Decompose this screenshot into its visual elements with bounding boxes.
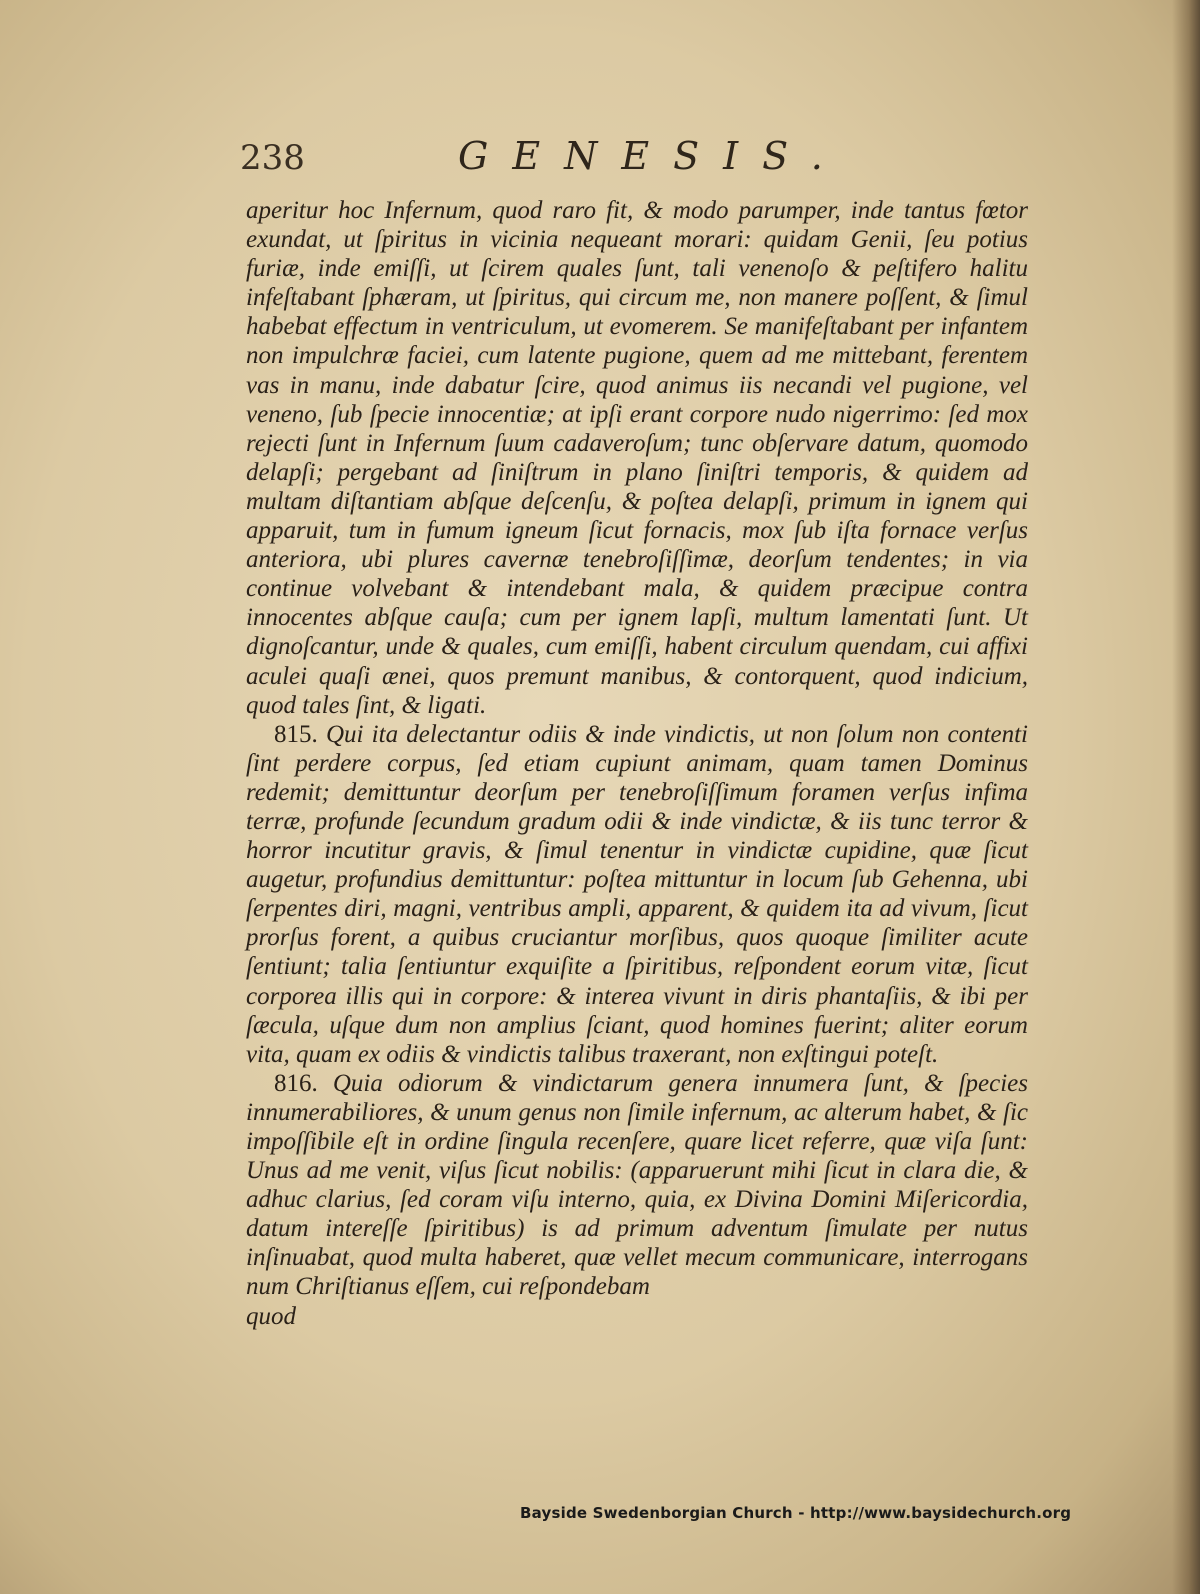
page-header — [240, 128, 880, 188]
paragraph-continued — [246, 196, 1028, 720]
page-edge-shadow — [1172, 0, 1200, 1594]
paragraph-number: 815. — [274, 720, 318, 748]
page-number: 238 — [240, 138, 305, 178]
body-text — [246, 196, 1028, 1331]
paragraph-816 — [246, 1069, 1028, 1302]
paragraph-815 — [246, 720, 1028, 1069]
paragraph-number: 816. — [274, 1069, 318, 1097]
footer-credit: Bayside Swedenborgian Church - http://www.baysidechurch.org — [520, 1504, 1072, 1522]
paragraph-text: Qui ita delectantur odiis & inde vindictis, ut non ſolum non contenti ſint perdere corpus, ſed etiam cupiunt animam, quam tamen Dominus redemit; demittuntur deorſum per tenebroſiſſimum foramen verſus infima terræ, profunde ſecundum gradum odii & inde vindictæ, & iis tunc terror & horror incutitur gravis, & ſimul tenentur in vindictæ cupidine, quæ ſicut augetur, profundius demittuntur: poſtea mittuntur in locum ſub Gehenna, ubi ſerpentes diri, magni, ventribus ampli, apparent, & quidem ita ad vivum, ſicut prorſus forent, a quibus cruciantur morſibus, quos quoque ſimiliter acute ſentiunt; talia ſentiuntur exquiſite a ſpiritibus, reſpondent eorum vitæ, ſicut corporea illis qui in corpore: & interea vivunt in diris phantaſiis, & ibi per ſæcula, uſque dum non amplius ſciant, quod homines fuerint; aliter eorum vita, quam ex odiis & vindictis talibus traxerant, non exſtingui poteſt. — [246, 720, 1029, 1068]
paragraph-text: Quia odiorum & vindictarum genera innumera ſunt, & ſpecies innumerabiliores, & unum genus non ſimile infernum, ac alterum habet, & ſic impoſſibile eſt in ordine ſingula recenſere, quare licet referre, quæ viſa ſunt: Unus ad me venit, viſus ſicut nobilis: (apparuerunt mihi ſicut in clara die, & adhuc clarius, ſed coram viſu interno, quia, ex Divina Domini Miſericordia, datum intereſſe ſpiritibus) is ad primum adventum ſimulate per nutus inſinuabat, quod multa haberet, quæ vellet mecum communicare, interrogans num Chriſtianus eſſem, cui reſpondebam — [246, 1069, 1029, 1301]
running-title: GENESIS. — [458, 134, 847, 178]
catchword-text: quod — [246, 1302, 296, 1330]
catchword — [246, 1302, 1028, 1331]
paragraph-text: aperitur hoc Infernum, quod raro fit, & modo parumper, inde tantus fœtor exundat, ut ſpiritus in vicinia nequeant morari: quidam Genii, ſeu potius furiæ, inde emiſſi, ut ſcirem quales ſunt, tali venenoſo & peſtifero halitu infeſtabant ſphæram, ut ſpiritus, qui circum me, non manere poſſent, & ſimul habebat effectum in ventriculum, ut evomerem. Se manifeſtabant per infantem non impulchræ faciei, cum latente pugione, quem ad me mittebant, ferentem vas in manu, inde dabatur ſcire, quod animus iis necandi vel pugione, vel veneno, ſub ſpecie innocentiæ; at ipſi erant corpore nudo nigerrimo: ſed mox rejecti ſunt in Infernum ſuum cadaveroſum; tunc obſervare datum, quomodo delapſi; pergebant ad ſiniſtrum in plano ſiniſtri temporis, & quidem ad multam diſtantiam abſque deſcenſu, & poſtea delapſi, primum in ignem qui apparuit, tum in fumum igneum ſicut fornacis, mox ſub iſta fornace verſus anteriora, ubi plures cavernæ tenebroſiſſimæ, deorſum tendentes; in via continue volvebant & intendebant mala, & quidem præcipue contra innocentes abſque cauſa; cum per ignem lapſi, multum lamentati ſunt. Ut dignoſcantur, unde & quales, cum emiſſi, habent circulum quendam, cui affixi aculei quaſi ænei, quos premunt manibus, & contorquent, quod indicium, quod tales ſint, & ligati. — [246, 197, 1028, 719]
